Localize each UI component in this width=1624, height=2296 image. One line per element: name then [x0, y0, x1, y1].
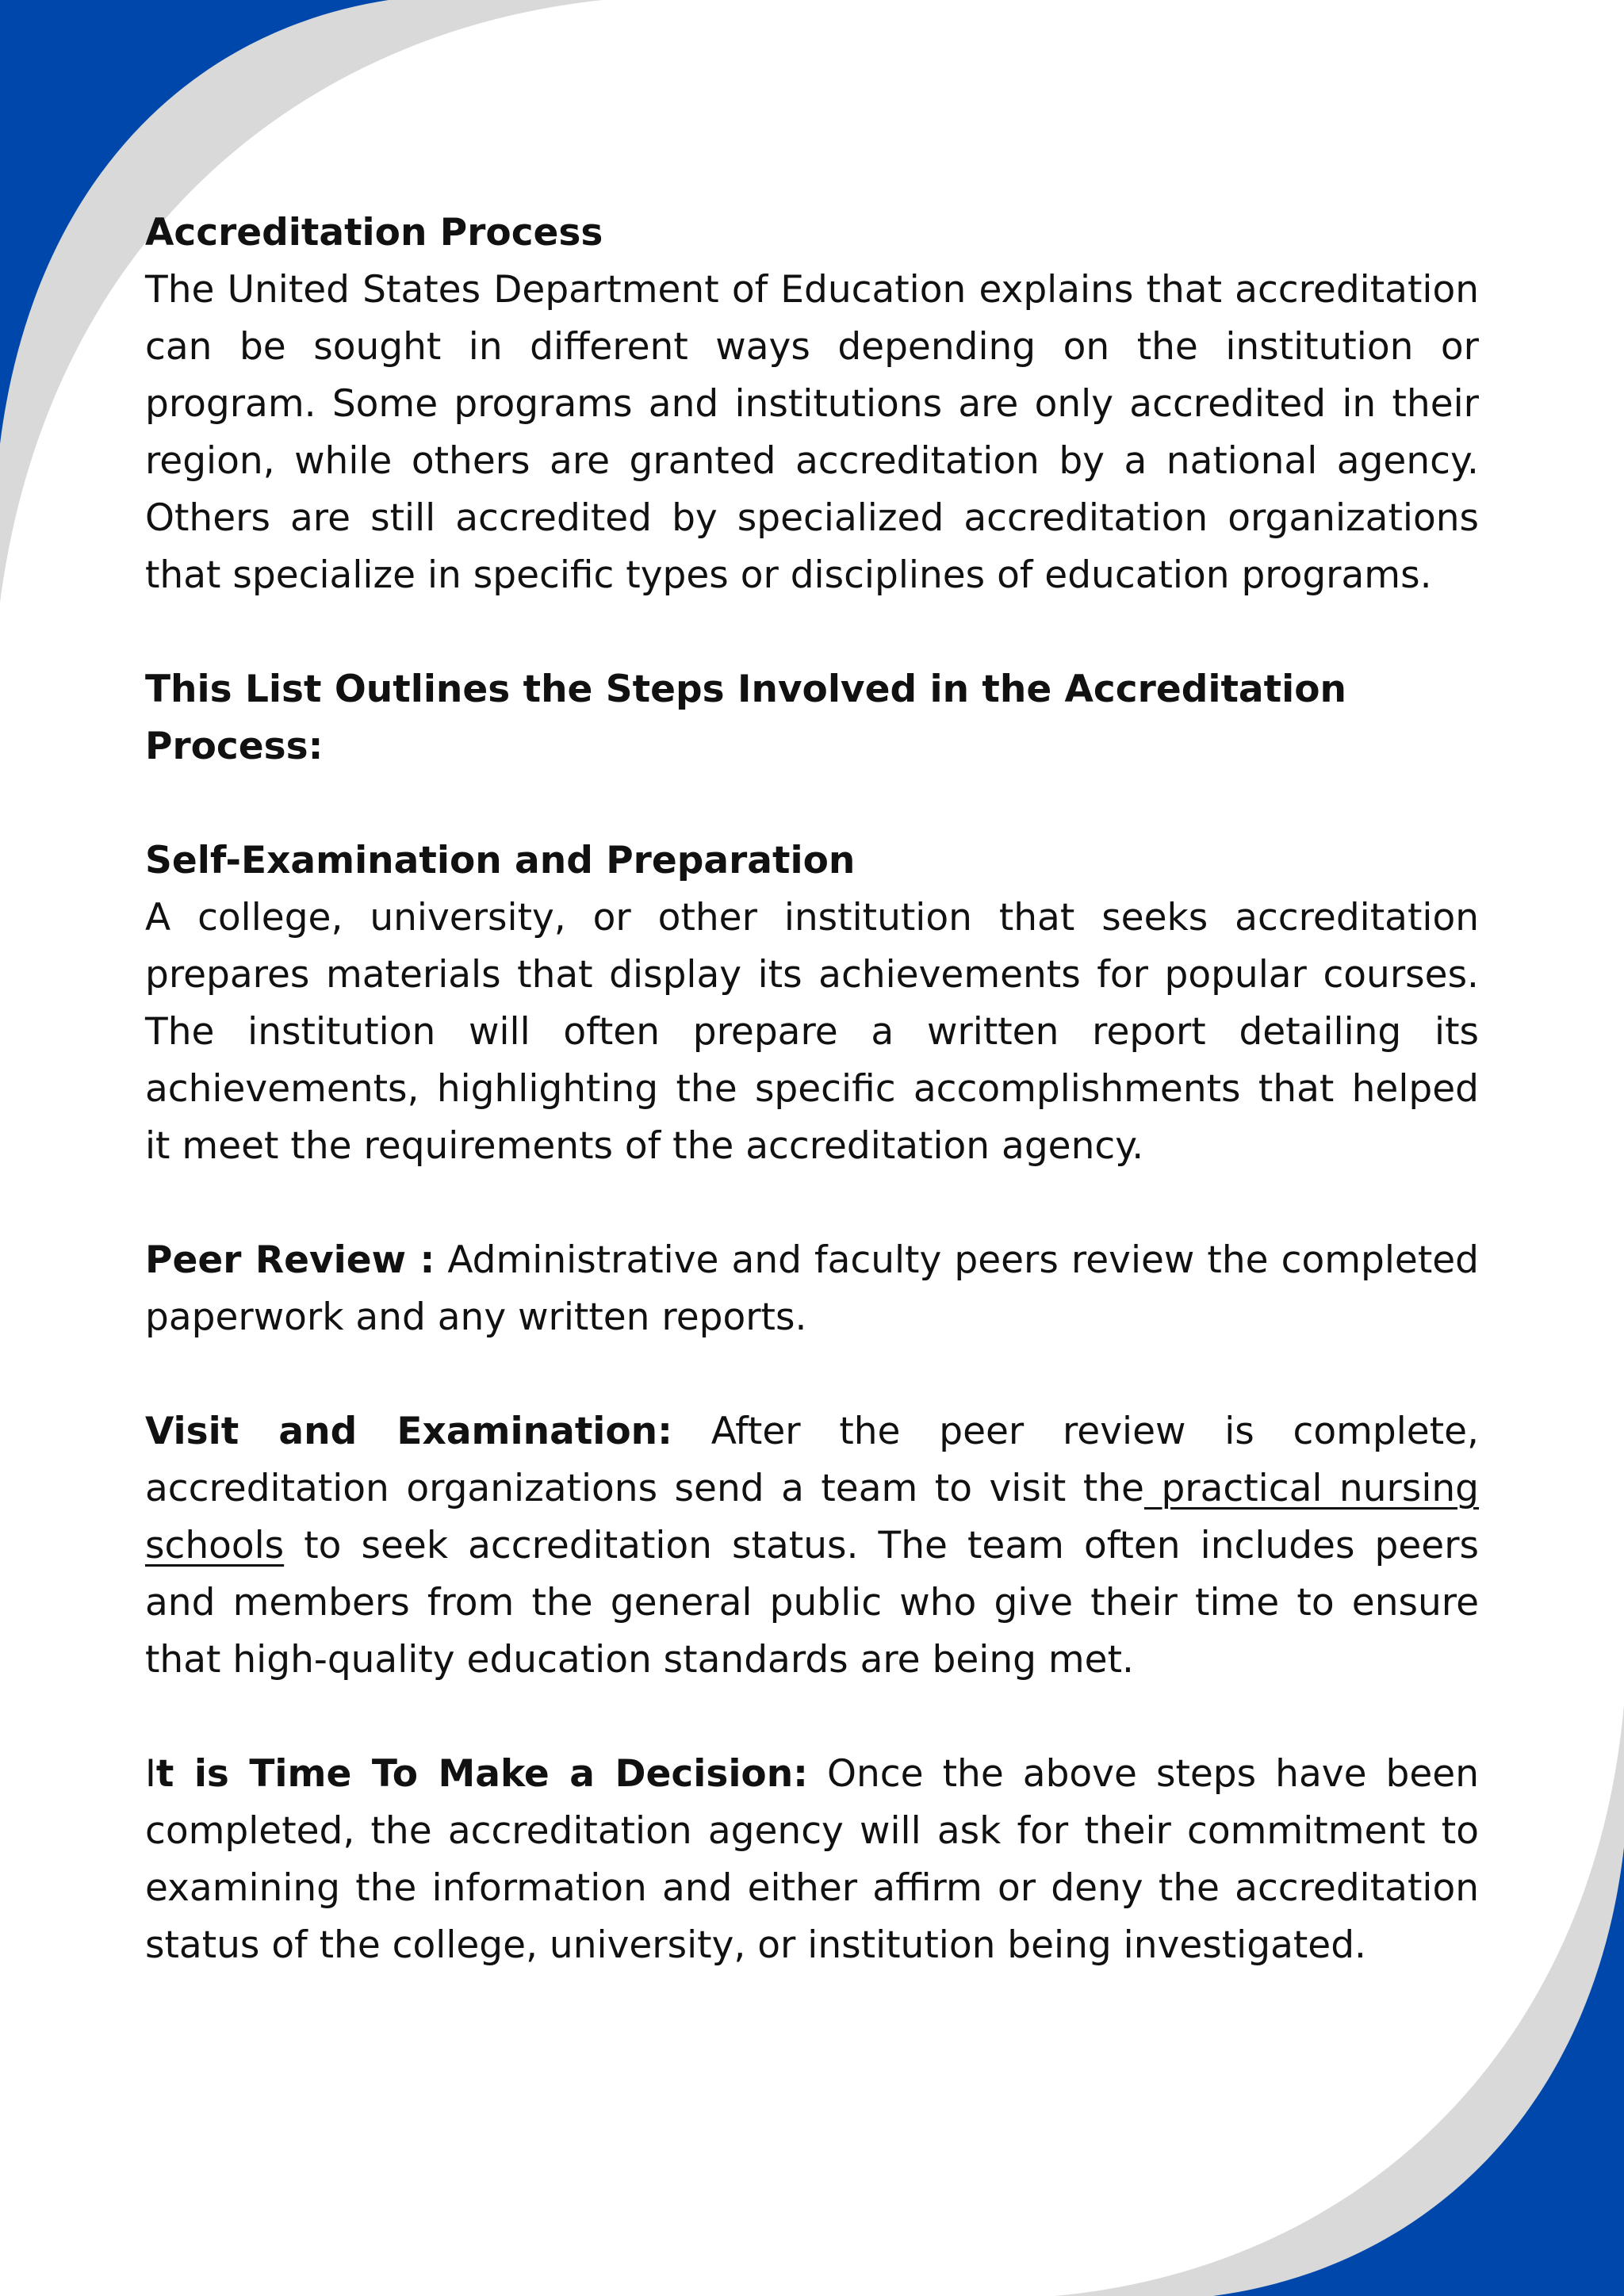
spacer — [145, 604, 1479, 661]
step-lead-visit-examination: Visit and Examination: — [145, 1410, 672, 1453]
step-visit-examination — [145, 1403, 1479, 1689]
section-title: Accreditation Process — [145, 211, 603, 254]
intro-paragraph: The United States Department of Education explains that accreditation can be sought in different ways depending on the institution or program. Some programs and institutions are only accredited in their region, while others are granted accreditation by a national agency. Others are still accredited by specialized accreditation organizations that specialize in specific types or disciplines of education programs. — [145, 268, 1479, 597]
spacer — [145, 1689, 1479, 1746]
spacer — [145, 1346, 1479, 1403]
step-body-peer-review: Administrative and faculty peers review the completed paperwork and any written reports. — [145, 1238, 1479, 1339]
step-lead-peer-review: Peer Review : — [145, 1238, 435, 1282]
step-lead-decision-initial: I — [145, 1752, 156, 1796]
step-body-self-examination: A college, university, or other institution that seeks accreditation prepares materials that display its achievements for popular courses. The institution will often prepare a written report detailing its achievements, highlighting the specific accomplishments that helped it meet the requirements of the accreditation agency. — [145, 896, 1479, 1168]
step-body-visit-part1: After the peer review is complete, accreditation organizations send a team to visit the — [145, 1410, 1479, 1510]
list-heading: This List Outlines the Steps Involved in the Accreditation Process: — [145, 668, 1346, 768]
spacer — [145, 775, 1479, 832]
step-heading-self-examination: Self-Examination and Preparation — [145, 839, 856, 882]
practical-nursing-schools-link[interactable]: practical nursing schools — [145, 1467, 1479, 1567]
spacer — [145, 1175, 1479, 1232]
step-lead-decision: t is Time To Make a Decision: — [155, 1752, 808, 1796]
step-decision — [145, 1746, 1479, 1974]
step-body-visit-part2: to seek accreditation status. The team often includes peers and members from the general public who give their time to ensure that high-quality education standards are being met. — [145, 1524, 1479, 1682]
document-body — [145, 205, 1479, 1974]
step-peer-review — [145, 1232, 1479, 1346]
step-body-decision: Once the above steps have been completed, the accreditation agency will ask for their commitment to examining the information and either affirm or deny the accreditation status of the college, university, or institution being investigated. — [145, 1752, 1479, 1967]
